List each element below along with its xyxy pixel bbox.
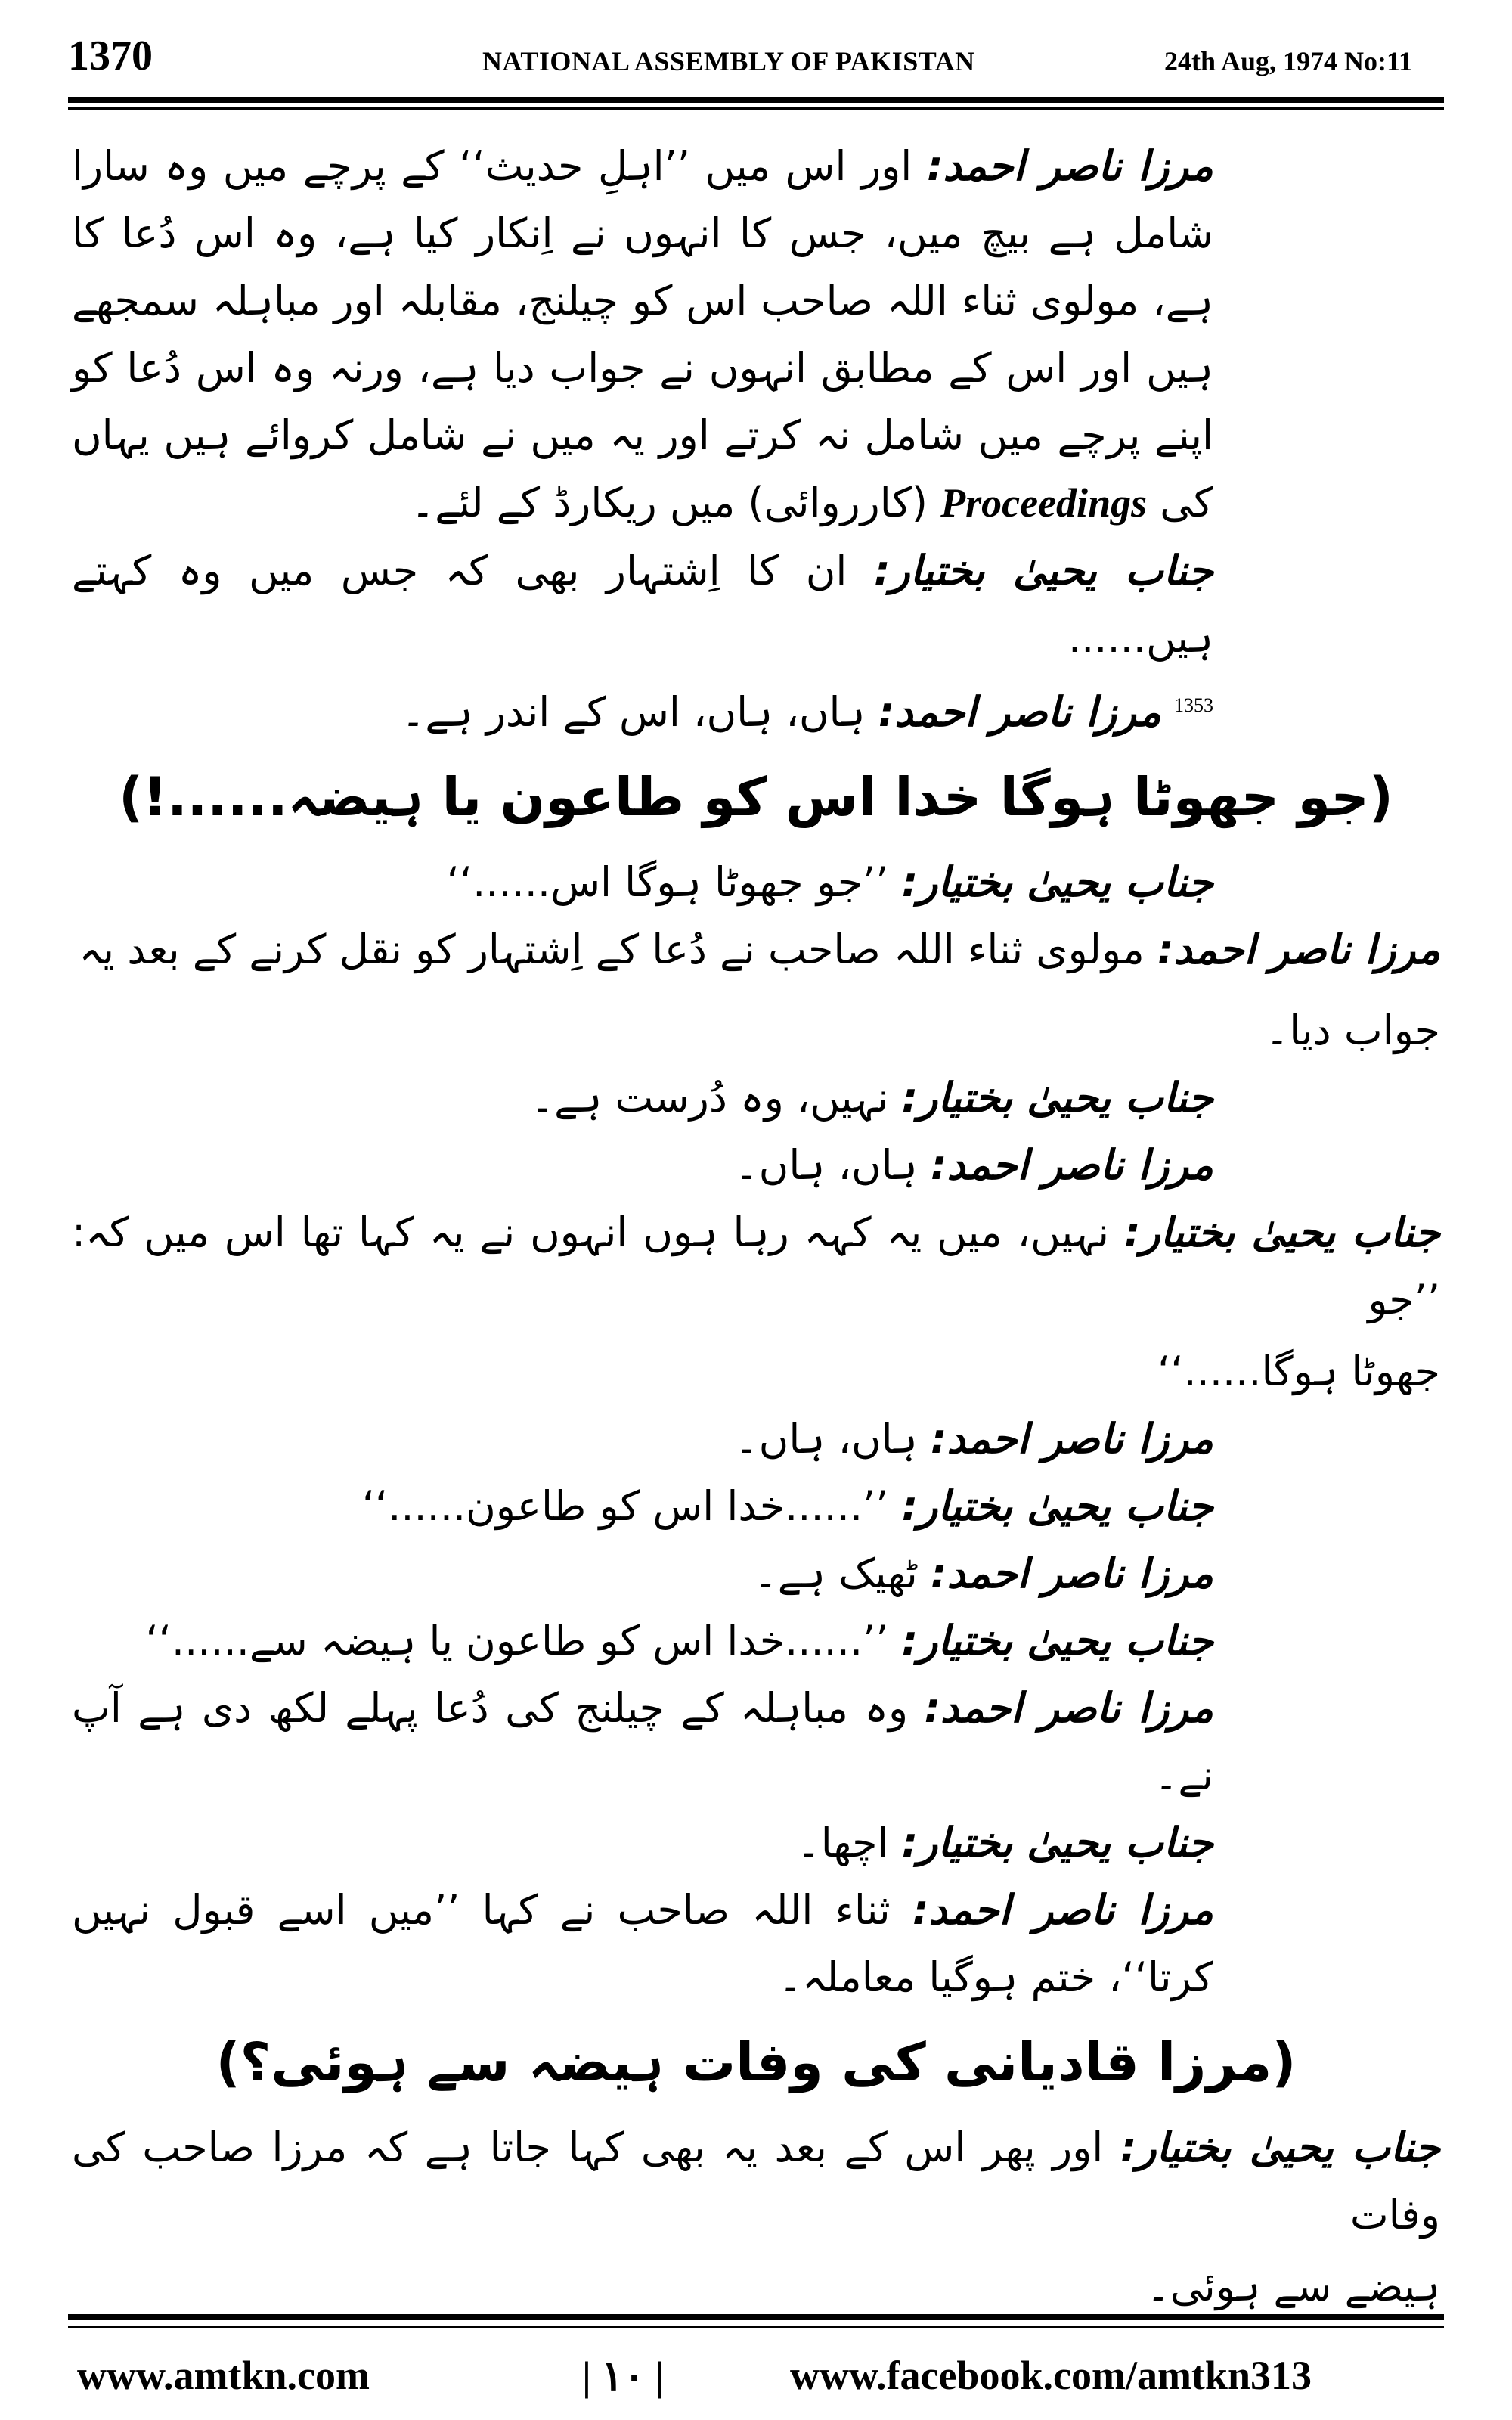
header-rule-thick: [68, 97, 1444, 103]
speech-text: ٹھیک ہے۔: [754, 1550, 918, 1597]
paragraph-continuation: جواب دیا۔: [1265, 1007, 1440, 1054]
speech-text: (کارروائی) میں ریکارڈ کے لئے۔: [411, 479, 928, 526]
paragraph: [72, 672, 1440, 746]
section-heading: (مرزا قادیانی کی وفات ہیضہ سے ہوئی؟): [215, 2031, 1297, 2093]
speech-text: ہاں، ہاں۔: [735, 1141, 918, 1189]
paragraph-continuation: ہیضے سے ہوئی۔: [1146, 2263, 1440, 2310]
paragraph: [72, 916, 1440, 983]
paragraph: [72, 1674, 1440, 1809]
speech-text: نہیں، وہ دُرست ہے۔: [530, 1074, 889, 1122]
speaker-name: جناب یحییٰ بختیار:: [901, 1482, 1213, 1530]
speaker-name: جناب یحییٰ بختیار:: [901, 1819, 1213, 1866]
paragraph: [72, 1405, 1440, 1472]
speech-text: ’’......خدا اس کو طاعون......‘‘: [361, 1482, 889, 1530]
reference-number: 1353: [1174, 694, 1213, 716]
header-title: NATIONAL ASSEMBLY OF PAKISTAN: [482, 46, 975, 76]
header-date-number: 24th Aug, 1974 No:11: [1164, 46, 1413, 76]
paragraph: [72, 1064, 1440, 1131]
speech-text: مولوی ثناء اللہ صاحب نے دُعا کے اِشتہار کو نقل کرنے کے بعد یہ: [79, 926, 1145, 973]
header-rule-thin: [68, 107, 1444, 110]
speech-text: ان کا اِشتہار بھی کہ جس میں وہ کہتے ہیں......: [72, 547, 1213, 662]
speech-text: اچھا۔: [797, 1819, 889, 1866]
speaker-name: مرزا ناصر احمد:: [912, 1886, 1213, 1934]
speaker-name: مرزا ناصر احمد:: [930, 1415, 1213, 1463]
speech-text: ’’جو جھوٹا ہوگا اس......‘‘: [446, 858, 889, 906]
speaker-name: مرزا ناصر احمد:: [930, 1141, 1213, 1189]
speaker-name: مرزا ناصر احمد:: [926, 142, 1213, 190]
paragraph: [72, 1199, 1440, 1333]
footer-website-link[interactable]: www.amtkn.com: [77, 2353, 370, 2398]
speech-text: ’’......خدا اس کو طاعون یا ہیضہ سے......‘‘: [145, 1617, 889, 1665]
paragraph: [72, 2114, 1440, 2248]
speech-text: ہاں، ہاں، اس کے اندر ہے۔: [401, 688, 866, 736]
footer-rule-thick: [68, 2314, 1444, 2320]
paragraph: [72, 849, 1440, 916]
speech-text: اور اس میں ’’اہلِ حدیث‘‘ کے پرچے میں وہ سارا شامل ہے بیچ میں، جس کا انہوں نے اِنکار کیا ہے، وہ اس دُعا کا ہے، مولوی ثناء اللہ صاحب اس کو چیلنج، مقابلہ اور مباہلہ سمجھے ہیں اور اس کے مطابق انہوں نے جواب دیا ہے، ورنہ وہ اس دُعا کو اپنے پرچے میں شامل نہ کرتے اور یہ میں نے شامل کروائے ہیں یہاں کی: [72, 142, 1213, 526]
paragraph: [72, 537, 1440, 672]
paragraph: [72, 1607, 1440, 1674]
speaker-name: جناب یحییٰ بختیار:: [901, 1617, 1213, 1665]
speech-text: وہ مباہلہ کے چیلنج کی دُعا پہلے لکھ دی ہے آپ نے۔: [72, 1684, 1213, 1799]
footer-page-marker: | ١٠ |: [582, 2353, 665, 2399]
speaker-name: جناب یحییٰ بختیار:: [901, 858, 1213, 906]
section-heading: (جو جھوٹا ہوگا خدا اس کو طاعون یا ہیضہ......!): [119, 766, 1393, 828]
page-footer: [68, 2352, 1444, 2405]
speaker-name: مرزا ناصر احمد:: [924, 1684, 1213, 1732]
speech-text: نہیں، میں یہ کہہ رہا ہوں انہوں نے یہ کہا تھا اس میں کہ: ’’جو: [72, 1208, 1440, 1323]
paragraph: [72, 1472, 1440, 1540]
speaker-name: مرزا ناصر احمد:: [878, 688, 1161, 736]
speech-text: ثناء اللہ صاحب نے کہا ’’میں اسے قبول نہیں کرتا‘‘، ختم ہوگیا معاملہ۔: [72, 1886, 1213, 2001]
page-number: 1370: [68, 33, 153, 79]
latin-term: Proceedings: [940, 480, 1148, 526]
speaker-name: مرزا ناصر احمد:: [930, 1550, 1213, 1597]
speech-text: اور پھر اس کے بعد یہ بھی کہا جاتا ہے کہ مرزا صاحب کی وفات: [72, 2124, 1440, 2238]
footer-facebook-link[interactable]: www.facebook.com/amtkn313: [790, 2353, 1312, 2398]
speaker-name: جناب یحییٰ بختیار:: [1124, 1208, 1441, 1256]
paragraph: [72, 1540, 1440, 1607]
paragraph: [72, 1809, 1440, 1876]
paragraph: [72, 1131, 1440, 1199]
speaker-name: جناب یحییٰ بختیار:: [901, 1074, 1213, 1122]
page-body: [72, 132, 1440, 2320]
footer-rule-thin: [68, 2326, 1444, 2328]
speaker-name: مرزا ناصر احمد:: [1157, 926, 1440, 973]
page-header: [68, 32, 1444, 85]
speaker-name: جناب یحییٰ بختیار:: [873, 547, 1213, 594]
paragraph-continuation: جھوٹا ہوگا......‘‘: [1157, 1348, 1440, 1395]
paragraph: [72, 1876, 1440, 2011]
paragraph: [72, 132, 1440, 537]
speaker-name: جناب یحییٰ بختیار:: [1120, 2124, 1441, 2171]
speech-text: ہاں، ہاں۔: [735, 1415, 918, 1463]
